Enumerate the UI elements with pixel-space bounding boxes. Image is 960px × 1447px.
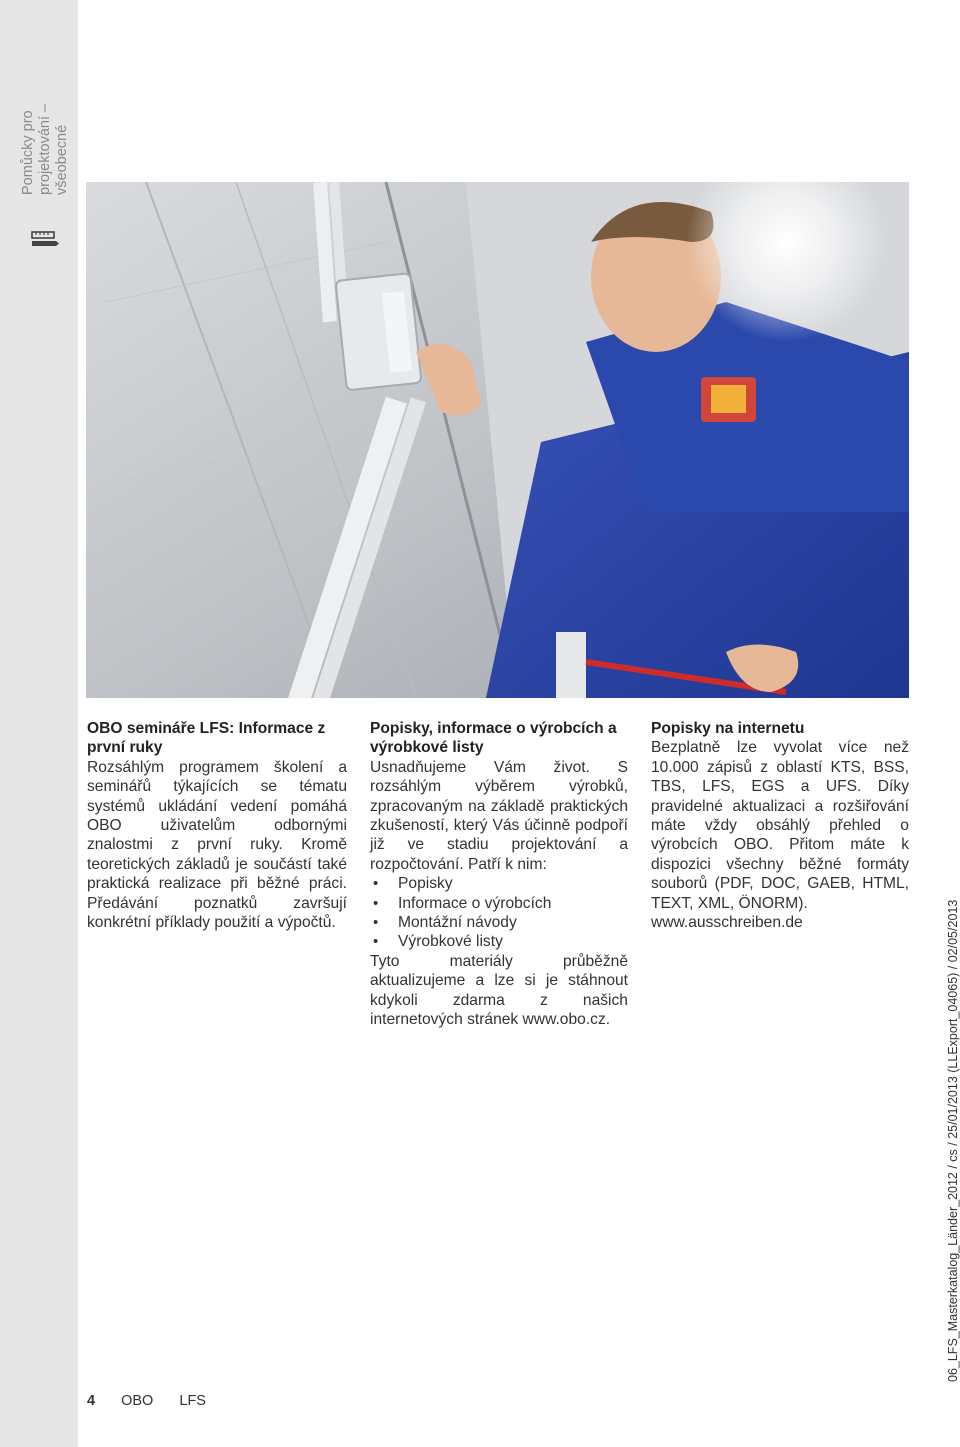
section-title-line-2: projektování – — [37, 103, 53, 195]
column-internet-labels — [651, 719, 909, 932]
worker-photo-illustration — [86, 182, 909, 698]
footer-product: LFS — [179, 1393, 206, 1409]
section-title-line-3: všeobecné — [54, 124, 70, 195]
column-obo-seminars — [87, 719, 347, 932]
section-title — [20, 100, 70, 195]
internet-heading: Popisky na internetu — [651, 720, 805, 737]
list-item: • Informace o výrobcích — [370, 894, 628, 913]
hero-photo — [86, 182, 909, 698]
column-labels-product-info — [370, 719, 628, 1030]
footer-brand: OBO — [121, 1393, 154, 1409]
labels-heading — [370, 719, 628, 758]
seminars-body: Rozsáhlým programem školení a seminářů týkajících se tématu systémů ukládání vedení pomáhá OBO uživatelům odbornými znalostmi z první ruky. Kromě teoretických základů je součástí také praktická realizace při běžné práci. Předávání poznatků završují konkrétní příklady použití a výpočtů. — [87, 758, 347, 932]
list-item: • Montážní návody — [370, 913, 628, 932]
labels-bullet-list — [370, 874, 628, 952]
seminars-heading — [87, 719, 347, 758]
list-item: • Popisky — [370, 874, 628, 893]
labels-heading-line-1: Popisky, informace o výrobcích a — [370, 720, 617, 737]
page-number: 4 — [87, 1393, 96, 1409]
seminars-heading-line-1: OBO semináře LFS: Informace z — [87, 720, 326, 737]
list-item: • Výrobkové listy — [370, 932, 628, 951]
page-footer — [87, 1393, 206, 1409]
ausschreiben-link[interactable]: www.ausschreiben.de — [651, 914, 803, 932]
labels-intro: Usnadňujeme Vám život. S rozsáhlým výběrem výrobků, zpracovaným na základě praktických zkušeností, který Vás účinně podpoří již ve stadiu projektování a rozpočtování. Patří k nim: — [370, 758, 628, 873]
section-title-line-1: Pomůcky pro — [20, 110, 36, 195]
sidebar — [0, 0, 78, 1447]
tools-pencil-ruler-icon — [28, 228, 60, 252]
catalog-footnote: 06_LFS_Masterkatalog_Länder_2012 / cs / 25/01/2013 (LLExport_04065) / 02/05/2013 — [946, 899, 960, 1382]
labels-outro: Tyto materiály průběžně aktualizujeme a lze si je stáhnout kdykoli zdarma z našich internetových stránek www.obo.cz. — [370, 952, 628, 1029]
labels-heading-line-2: výrobkové listy — [370, 739, 484, 757]
internet-body: Bezplatně lze vyvolat více než 10.000 zápisů z oblastí KTS, BSS, TBS, LFS, EGS a UFS. Díky pravidelné aktualizaci a rozšiřování máte vždy obsáhlý přehled o výrobcích OBO. Přitom máte k dispozici všechny běžné formáty souborů (PDF, DOC, GAEB, HTML, TEXT, XML, ÖNORM). — [651, 739, 909, 912]
seminars-heading-line-2: první ruky — [87, 739, 163, 757]
